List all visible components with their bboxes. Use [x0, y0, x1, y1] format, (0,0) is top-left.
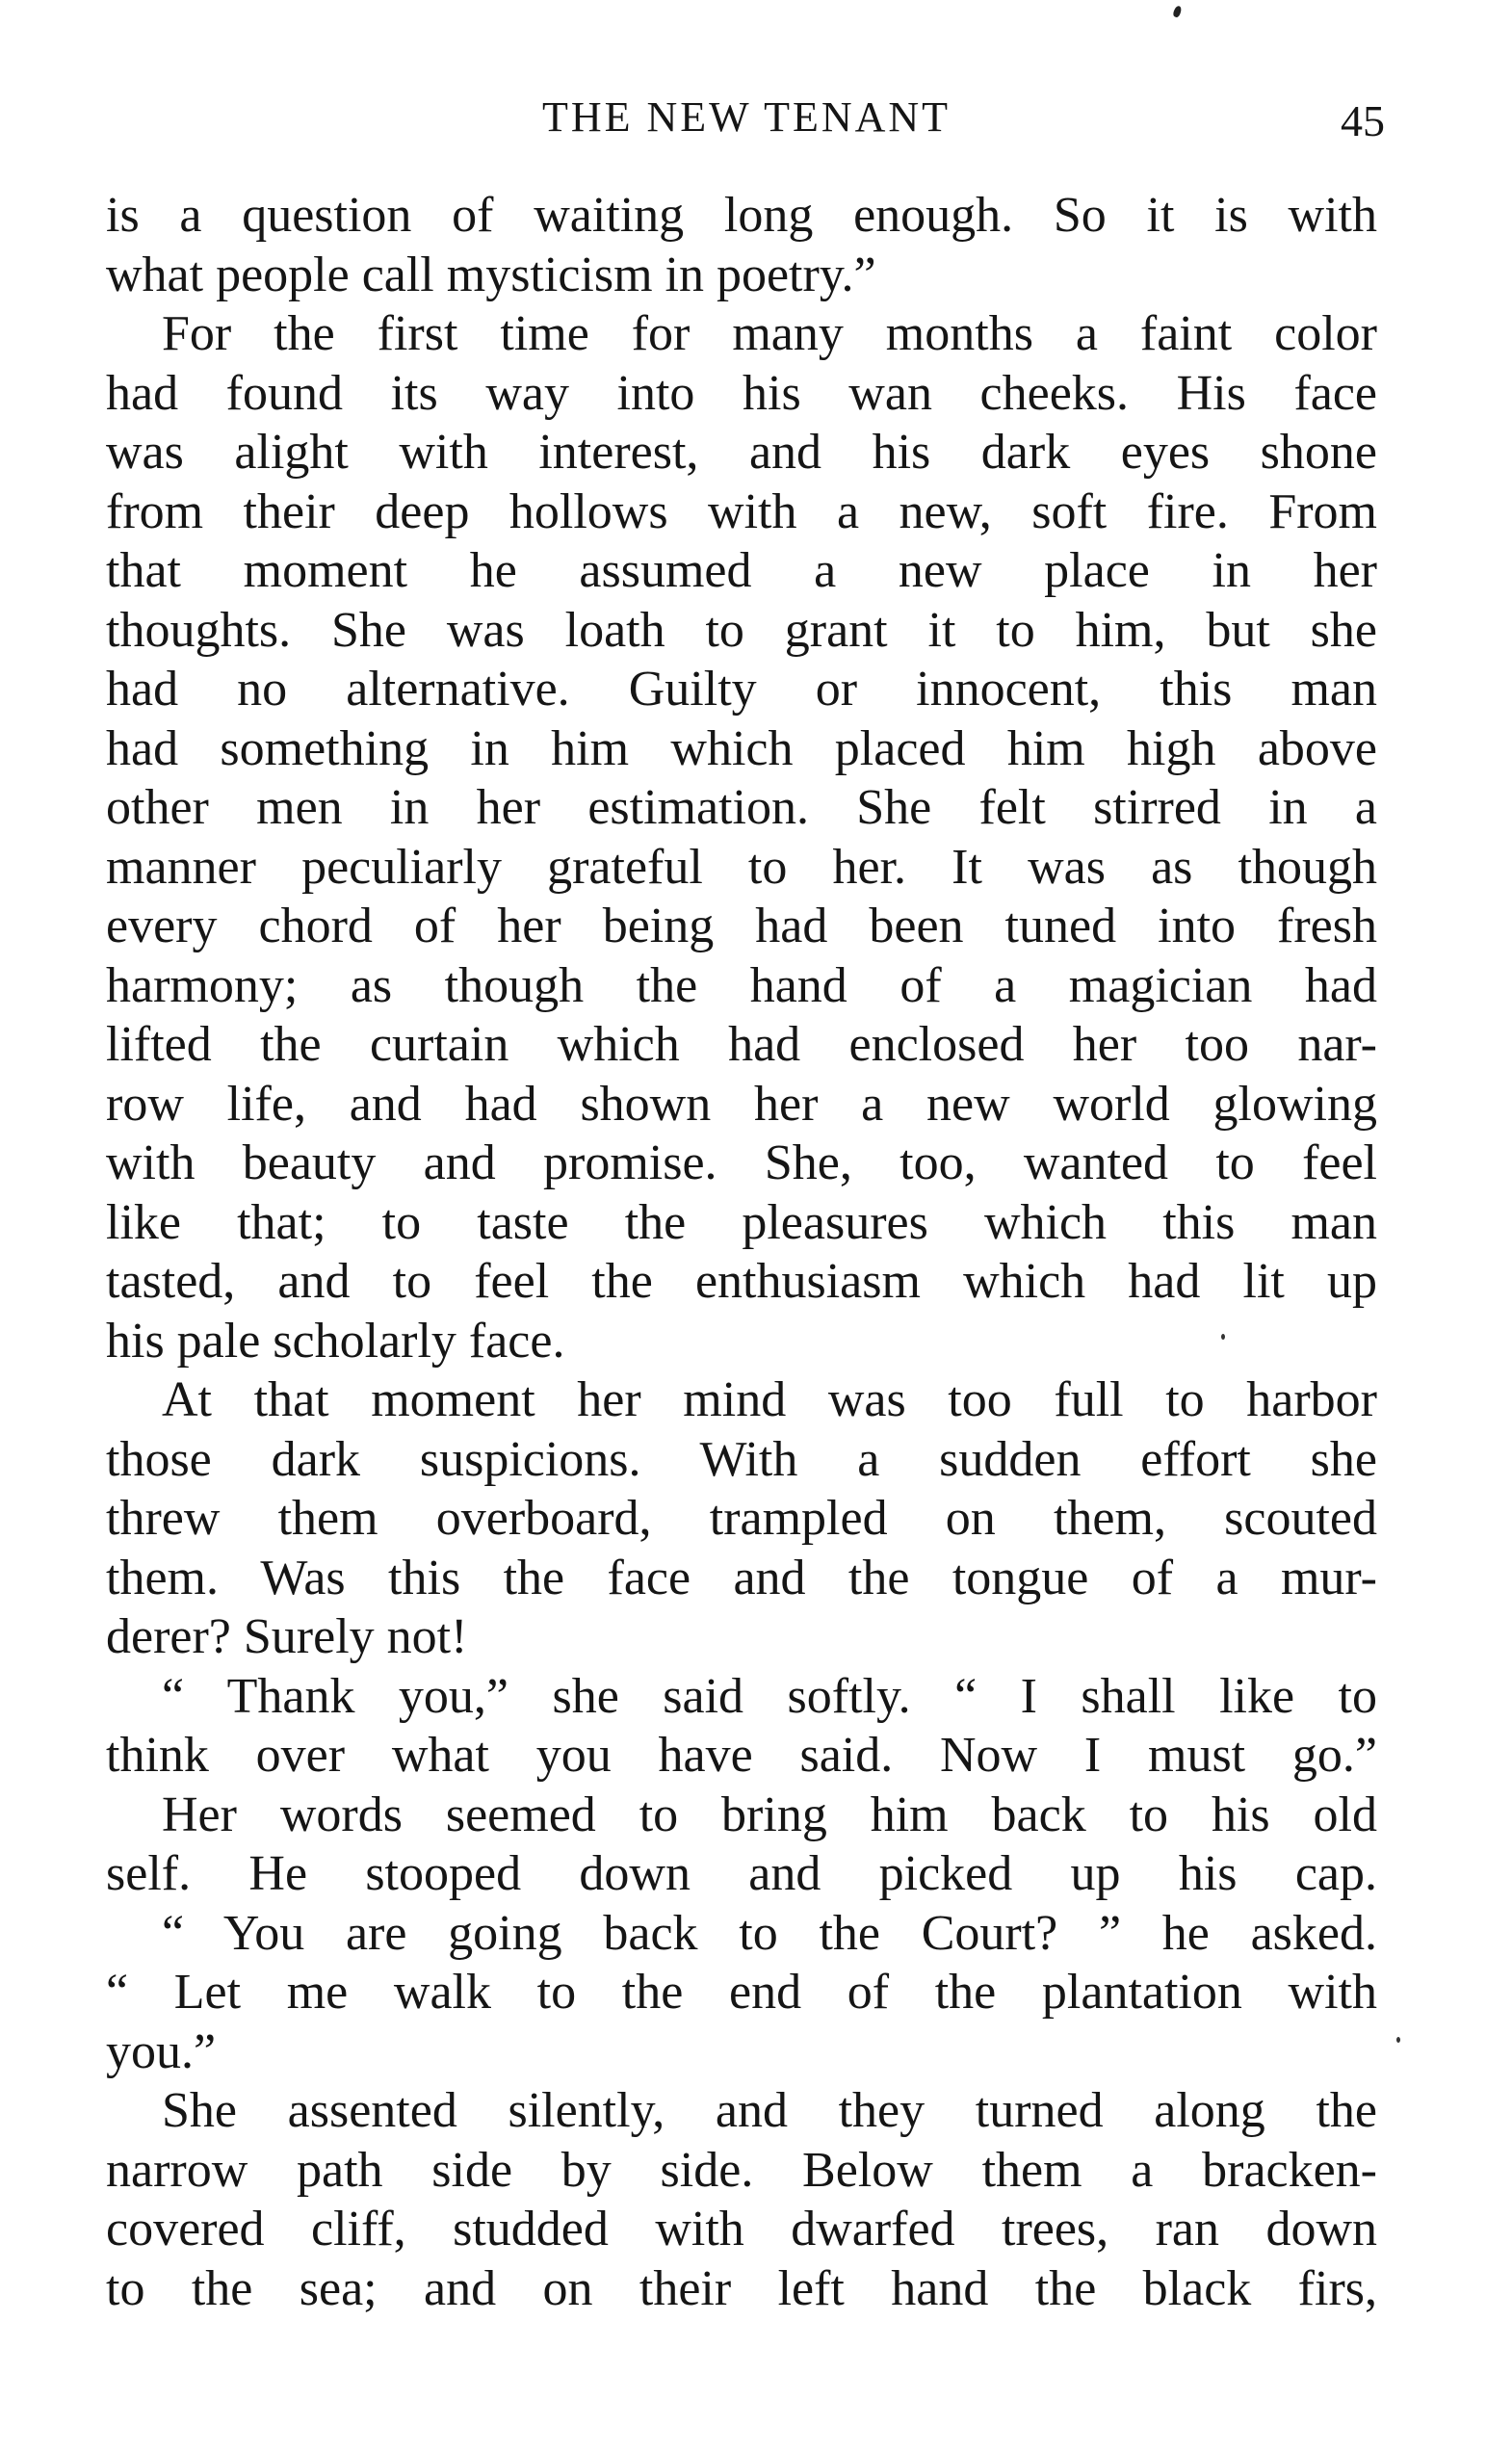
page-number: 45	[1341, 96, 1385, 145]
ink-dot	[1221, 1334, 1225, 1340]
text-line: them. Was this the face and the tongue of a mur-	[106, 1550, 1377, 1605]
text-line: threw them overboard, trampled on them, scouted	[106, 1491, 1377, 1546]
ink-speck-top	[1172, 5, 1183, 18]
text-line: had found its way into his wan cheeks. His face	[106, 365, 1377, 421]
text-line: is a question of waiting long enough. So it is with	[106, 188, 1377, 243]
body-text	[106, 186, 1377, 2318]
text-line: his pale scholarly face.	[106, 1313, 565, 1369]
text-line: “ You are going back to the Court? ” he asked.	[162, 1905, 1377, 1961]
text-line: was alight with interest, and his dark eyes shone	[106, 425, 1377, 480]
text-line: thoughts. She was loath to grant it to him, but she	[106, 602, 1377, 658]
text-line: narrow path side by side. Below them a bracken-	[106, 2142, 1377, 2198]
text-line: you.”	[106, 2023, 217, 2079]
text-line: other men in her estimation. She felt stirred in a	[106, 780, 1377, 835]
text-line: tasted, and to feel the enthusiasm which had lit up	[106, 1254, 1377, 1309]
text-line: self. He stooped down and picked up his cap.	[106, 1846, 1377, 1901]
text-line: At that moment her mind was too full to harbor	[162, 1372, 1377, 1427]
text-line: to the sea; and on their left hand the black firs,	[106, 2260, 1377, 2316]
text-line: manner peculiarly grateful to her. It was as though	[106, 839, 1377, 895]
running-head: THE NEW TENANT	[541, 93, 952, 141]
text-line: from their deep hollows with a new, soft fire. From	[106, 483, 1377, 539]
text-line: every chord of her being had been tuned into fresh	[106, 899, 1377, 953]
text-line: “ Let me walk to the end of the plantation with	[106, 1965, 1377, 2020]
text-line: Her words seemed to bring him back to his old	[162, 1787, 1377, 1842]
text-line: like that; to taste the pleasures which this man	[106, 1194, 1377, 1250]
text-line: She assented silently, and they turned along the	[162, 2083, 1377, 2138]
text-line: with beauty and promise. She, too, wanted to feel	[106, 1135, 1377, 1190]
text-line: For the first time for many months a faint color	[162, 306, 1377, 361]
ink-dot	[1396, 2037, 1400, 2043]
text-line: harmony; as though the hand of a magician had	[106, 957, 1377, 1013]
text-line: that moment he assumed a new place in her	[106, 543, 1377, 598]
text-line: had something in him which placed him high above	[106, 720, 1377, 776]
text-line: lifted the curtain which had enclosed her too nar-	[106, 1017, 1377, 1072]
text-line: derer? Surely not!	[106, 1609, 468, 1664]
text-line: what people call mysticism in poetry.”	[106, 247, 876, 302]
text-line: had no alternative. Guilty or innocent, this man	[106, 662, 1377, 717]
text-line: covered cliff, studded with dwarfed trees, ran down	[106, 2202, 1377, 2256]
text-line: think over what you have said. Now I must go.”	[106, 1728, 1377, 1783]
text-line: “ Thank you,” she said softly. “ I shall like to	[162, 1668, 1377, 1724]
text-line: row life, and had shown her a new world glowing	[106, 1076, 1377, 1132]
text-line: those dark suspicions. With a sudden effort she	[106, 1431, 1377, 1487]
page-header	[106, 89, 1387, 146]
